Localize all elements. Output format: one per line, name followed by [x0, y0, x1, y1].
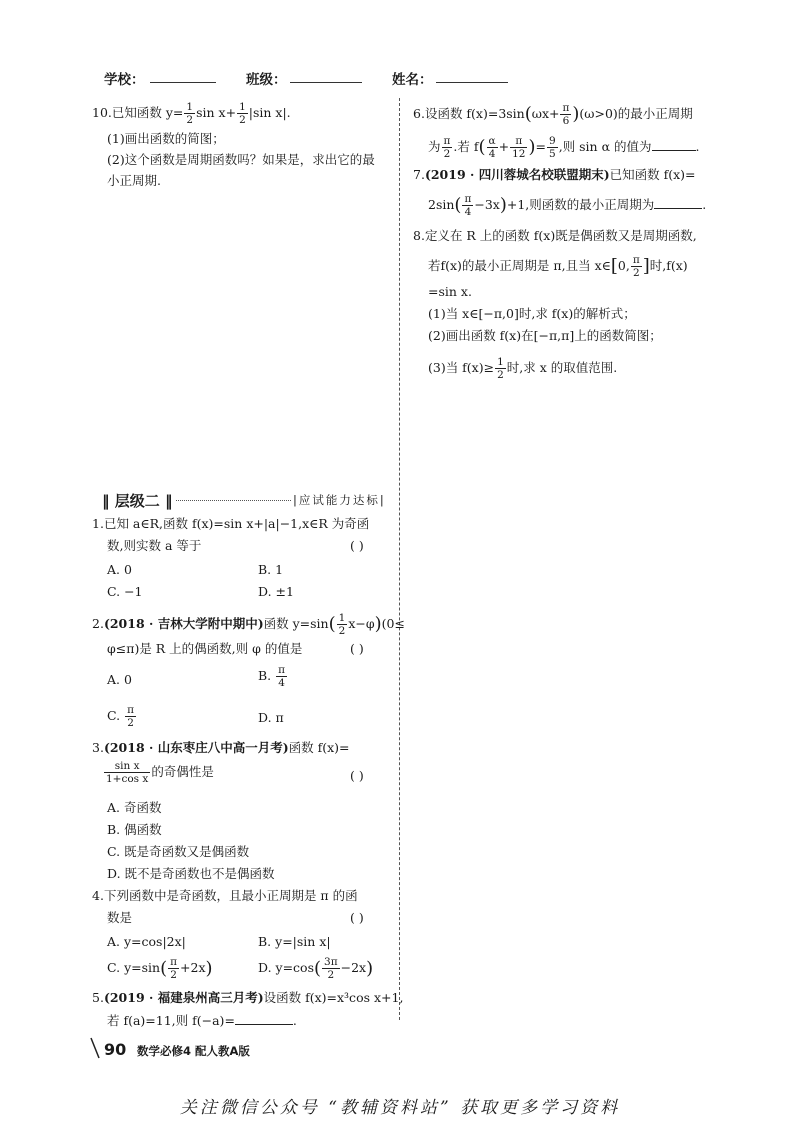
q6-l1-rparen: ) [572, 103, 580, 125]
mc2-line2: φ≤π)是 R 上的偶函数,则 φ 的值是 [107, 641, 303, 656]
mc3-frac-num: sin x [104, 760, 150, 773]
level-dotted-line [176, 500, 291, 501]
q6-l1-lparen: ( [524, 103, 532, 125]
q7-line1 [413, 167, 696, 183]
q6-l1-den: 6 [562, 115, 570, 127]
q6-l2-frac [442, 135, 453, 160]
mc4-d-rparen: ) [366, 958, 374, 979]
q6-l2-den: 2 [443, 148, 451, 160]
mc3-frac-den: 1+cos x [106, 773, 149, 785]
mc2-option-a[interactable]: A. 0 [107, 672, 132, 687]
mc3-number: 3. [92, 740, 104, 755]
q6-l2-b-num: π [510, 135, 527, 148]
q7-number: 7. [413, 167, 425, 182]
mc3-option-a[interactable]: A. 奇函数 [107, 800, 162, 815]
mc1-line2: 数,则实数 a 等于 [107, 538, 202, 553]
mc4-d-num: 3π [324, 956, 338, 968]
mc5-l1-post: 设函数 f(x)=x³cos x+1, [263, 990, 404, 1005]
q6-l2-c [547, 135, 558, 160]
q10-stem-pre: 已知函数 y= [111, 105, 184, 120]
q7-lparen: ( [454, 194, 462, 216]
q7-line2: 2sin( $\frac{\pi}{4}$ −3x)+1,则函数的最小正周期为 . [428, 193, 707, 218]
q7-frac-den: 4 [464, 206, 472, 218]
mc1-line1 [92, 516, 369, 532]
q6-l2-plus: + [498, 139, 510, 154]
mc3-l2-post: 的奇偶性是 [151, 764, 214, 779]
q6-l2-post: ,则 sin α 的值为 [558, 139, 652, 154]
q10-mid: sin x+ [196, 105, 237, 120]
mc2-c-num: π [127, 704, 134, 716]
q8-frac-num: π [632, 254, 640, 266]
q10-frac2 [237, 101, 248, 126]
mc4-c-num: π [170, 956, 178, 968]
mc3-frac [104, 760, 150, 785]
mc4-number: 4. [92, 888, 104, 903]
promo-note: 关注微信公众号 “教辅资料站” 获取更多学习资料 [179, 1098, 621, 1118]
q8-frac-den: 2 [632, 267, 640, 279]
mc2-frac-num: 1 [338, 612, 346, 624]
q8-l1: 定义在 R 上的函数 f(x)既是偶函数又是周期函数, [424, 228, 697, 243]
q6-l1-in: ωx+ [531, 106, 560, 121]
mc4-line1 [92, 888, 358, 904]
q6-l2-mid: .若 f [453, 139, 479, 154]
q6-l2-rparen: ) [528, 136, 536, 158]
mc3-line1 [92, 740, 350, 756]
q6-line2: 为 $\frac{\pi}{2}$ .若 f( $\frac{\alpha}{4}$ + $\frac{\pi}{12}$ )= $\frac{9}{5}$ ,则 sin α 的值为 . [428, 135, 700, 160]
q6-l1-frac [560, 102, 571, 127]
q8-p3-num: 1 [497, 356, 504, 368]
q6-l2-a [487, 135, 498, 160]
mc4-answer-paren[interactable]: ( ) [350, 910, 364, 925]
q6-l1-num: π [562, 102, 570, 114]
q6-l2-a-num: α [488, 135, 496, 147]
mc2-lparen: ( [328, 613, 336, 635]
mc2-source: (2018 · 吉林大学附中期中) [103, 616, 264, 631]
q8-l2-post: 时,f(x) [649, 258, 688, 273]
name-label: 姓名： [392, 72, 433, 88]
q10-frac2-num: 1 [239, 101, 246, 113]
mc2-answer-paren[interactable]: ( ) [350, 641, 364, 656]
q6-l2-b-den: 12 [512, 148, 526, 160]
q10-frac1-num: 1 [186, 101, 194, 113]
mc4-d-post: −2x [340, 960, 367, 975]
q7-l1-post: 已知函数 f(x)= [609, 167, 696, 182]
q10-part2a: (2)这个函数是周期函数吗？如果是，求出它的最 [107, 152, 375, 167]
q7-source: (2019 · 四川蓉城名校联盟期末) [424, 167, 610, 182]
q7-frac-num: π [464, 193, 472, 205]
mc1-number: 1. [92, 516, 104, 531]
page-number: 90 [104, 1040, 127, 1059]
mc3-answer-paren[interactable]: ( ) [350, 768, 364, 783]
q6-l2-num: π [443, 135, 451, 147]
mc4-d-pre: D. y=cos [258, 960, 314, 975]
mc4-c-post: +2x [180, 960, 206, 975]
q10-number: 10. [92, 105, 112, 120]
mc4-option-a[interactable]: A. y=cos|2x| [107, 934, 186, 949]
q8-l2-pre: 若f(x)的最小正周期是 π,且当 x∈ [428, 258, 611, 273]
mc2-l1-in: x−φ [348, 616, 375, 631]
mc2-rparen: ) [374, 613, 382, 635]
q6-l1-pre: 设函数 f(x)=3sin [424, 106, 525, 121]
mc2-c-den: 2 [127, 717, 134, 729]
q6-l2-c-num: 9 [549, 135, 556, 147]
mc2-number: 2. [92, 616, 104, 631]
q8-p3-pre: (3)当 f(x)≥ [428, 360, 495, 375]
q8-number: 8. [413, 228, 425, 243]
mc2-b-frac [276, 664, 287, 689]
mc2-line1 [92, 612, 405, 637]
mc3-line2 [103, 760, 214, 785]
mc2-option-c[interactable] [107, 704, 137, 729]
class-label: 班级： [246, 72, 287, 88]
mc5-l2: 若 f(a)=11,则 f(−a)= [107, 1013, 235, 1028]
mc4-d-frac [322, 956, 340, 981]
q8-frac [631, 254, 642, 279]
footer-slash-icon [88, 1036, 102, 1060]
q6-l1-post: (ω>0)的最小正周期 [579, 106, 693, 121]
q8-part2: (2)画出函数 f(x)在[−π,π]上的函数简图； [428, 328, 662, 343]
school-blank [150, 82, 216, 83]
mc4-d-den: 2 [327, 969, 335, 981]
q6-l2-eq: = [535, 139, 546, 154]
q7-answer-blank[interactable] [654, 196, 702, 209]
column-divider [399, 98, 400, 1020]
mc1-option-b[interactable]: B. 1 [258, 562, 284, 577]
q8-line1 [413, 228, 697, 244]
mc3-option-b[interactable]: B. 偶函数 [107, 822, 162, 837]
class-blank [290, 82, 362, 83]
mc5-source: (2019 · 福建泉州高三月考) [103, 990, 264, 1005]
mc4-c-lparen: ( [160, 958, 168, 979]
mc5-number: 5. [92, 990, 104, 1005]
mc3-l1-post: 函数 f(x)= [288, 740, 350, 755]
mc4-c-rparen: ) [205, 958, 213, 979]
mc3-option-c[interactable]: C. 既是奇函数又是偶函数 [107, 844, 250, 859]
level-title: ‖ 层级二 ‖ [102, 492, 173, 510]
q8-rbracket: ] [642, 255, 650, 277]
mc4-option-b[interactable]: B. y=|sin x| [258, 934, 331, 949]
q6-l2-lparen: ( [478, 136, 486, 158]
q8-p3-den: 2 [497, 369, 504, 381]
mc3-option-d[interactable]: D. 既不是奇函数也不是偶函数 [107, 866, 275, 881]
mc3-source: (2018 · 山东枣庄八中高一月考) [103, 740, 289, 755]
q6-l2-c-den: 5 [549, 148, 556, 160]
q8-line2 [428, 254, 688, 279]
mc2-option-d[interactable]: D. π [258, 710, 284, 725]
q10-frac2-den: 2 [239, 114, 246, 126]
mc4-c-frac [168, 956, 179, 981]
q6-number: 6. [413, 106, 425, 121]
mc2-l1-post: (0≤ [381, 616, 405, 631]
q6-l2-a-den: 4 [488, 148, 496, 160]
mc5-line2: 若 f(a)=11,则 f(−a)= . [107, 1013, 297, 1028]
q10-part1: (1)画出函数的简图； [107, 131, 225, 146]
name-blank [436, 82, 508, 83]
q6-l2-b [510, 135, 527, 160]
mc2-b-pre: B. [258, 668, 272, 683]
mc1-l1: 已知 a∈R,函数 f(x)=sin x+|a|−1,x∈R 为奇函 [103, 516, 370, 531]
mc2-l1-mid: 函数 y=sin [263, 616, 329, 631]
mc2-b-den: 4 [278, 677, 285, 689]
mc4-c-den: 2 [170, 969, 177, 981]
mc2-c-pre: C. [107, 708, 121, 723]
q10-stem [92, 101, 291, 126]
book-title: 数学必修4 配人教A版 [137, 1044, 250, 1058]
q8-part3 [428, 356, 617, 381]
q8-l2-in: 0, [617, 258, 630, 273]
q7-l2-in: −3x [474, 197, 500, 212]
q7-l2-pre: 2sin [428, 197, 455, 212]
mc4-line2: 数是 [107, 910, 133, 925]
mc2-frac-den: 2 [338, 625, 346, 637]
mc4-d-lparen: ( [314, 958, 322, 979]
mc1-option-d[interactable]: D. ±1 [258, 584, 294, 599]
mc5-line1 [92, 990, 403, 1006]
mc2-frac [337, 612, 348, 637]
q7-l2-post: +1,则函数的最小正周期为 [506, 197, 655, 212]
q6-answer-blank[interactable] [652, 138, 696, 151]
q8-p3-frac [495, 356, 506, 381]
q10-frac1-den: 2 [186, 114, 194, 126]
mc4-l1: 下列函数中是奇函数，且最小正周期是 π 的函 [103, 888, 358, 903]
mc4-c-pre: C. y=sin [107, 960, 161, 975]
level-tag: |应试能力达标| [293, 493, 386, 507]
mc2-b-num: π [278, 664, 286, 676]
mc4-option-d[interactable] [258, 956, 373, 981]
mc4-option-c[interactable] [107, 956, 213, 981]
mc1-option-a[interactable]: A. 0 [107, 562, 132, 577]
q7-rparen: ) [499, 194, 507, 216]
q10-stem-post: |sin x|. [248, 105, 291, 120]
mc2-option-b[interactable] [258, 664, 288, 689]
q10-frac1 [184, 101, 195, 126]
mc1-answer-paren[interactable]: ( ) [350, 538, 364, 553]
mc2-c-frac [125, 704, 136, 729]
q10-part2b: 小正周期. [107, 173, 161, 188]
q8-p3-post: 时,求 x 的取值范围. [506, 360, 618, 375]
q8-lbracket: [ [610, 255, 618, 277]
q8-part1: (1)当 x∈[−π,0]时,求 f(x)的解析式； [428, 306, 636, 321]
school-label: 学校： [104, 72, 145, 88]
mc5-answer-blank[interactable] [235, 1012, 293, 1025]
q8-line3: =sin x. [428, 284, 472, 299]
q7-frac [462, 193, 473, 218]
q6-l2-pre: 为 [428, 139, 441, 154]
q6-line1 [413, 102, 693, 127]
mc1-option-c[interactable]: C. −1 [107, 584, 143, 599]
